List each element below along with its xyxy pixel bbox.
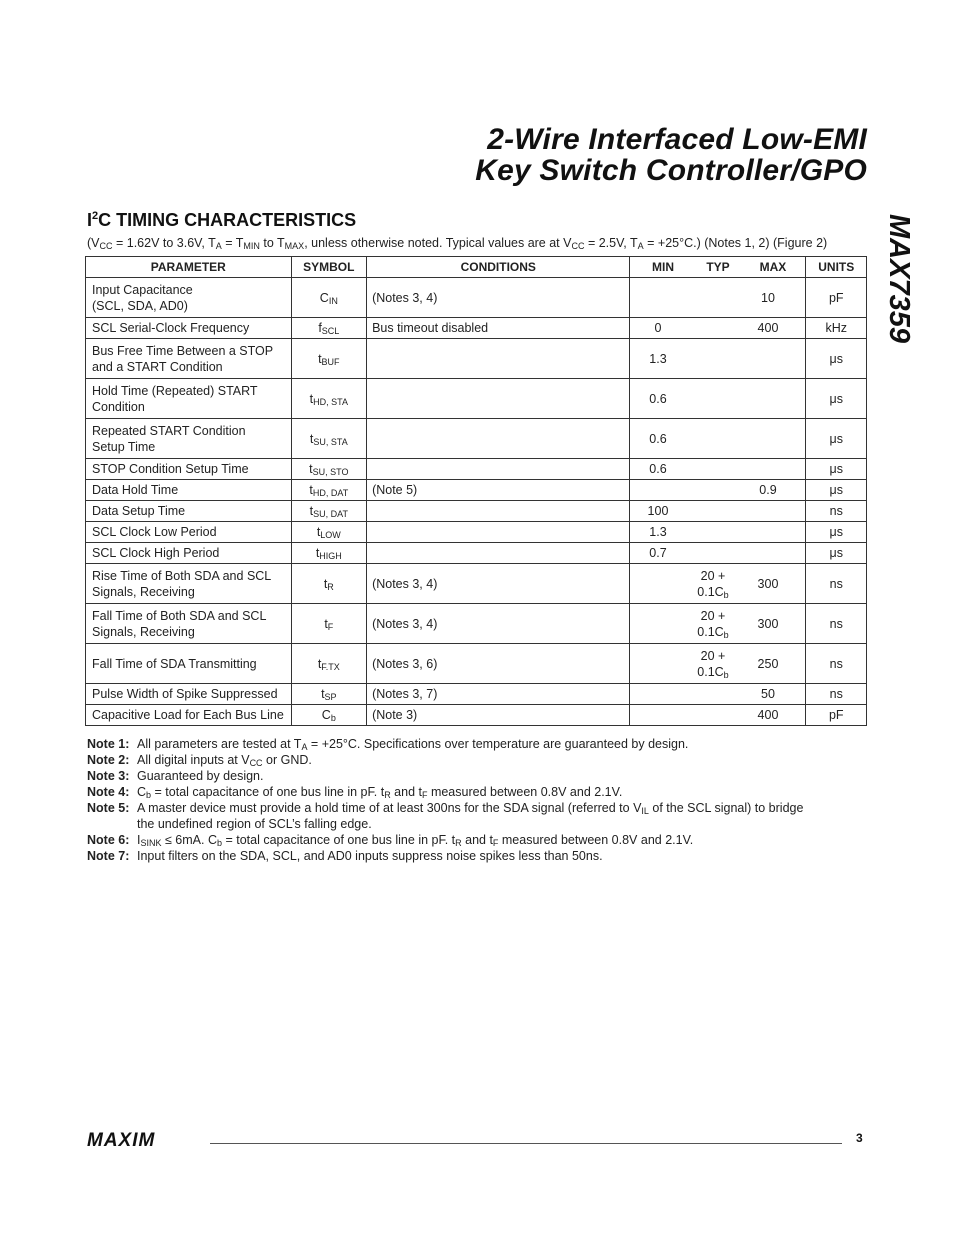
cell-values [630, 339, 806, 379]
section-heading-superscript: 2 [92, 210, 99, 222]
cell-values [630, 564, 806, 604]
symbol-base: t [309, 462, 313, 476]
symbol-subscript: SU, STO [312, 467, 349, 477]
cell-values [630, 419, 806, 459]
cell-parameter [86, 379, 292, 419]
header-parameter: PARAMETER [86, 257, 292, 278]
cell-symbol [291, 644, 367, 684]
table-header-row [86, 257, 867, 278]
note-2 [87, 752, 867, 768]
header-max: MAX [759, 260, 787, 274]
parameter-line-1: Input Capacitance [92, 282, 193, 297]
note-label: Note 4: [87, 785, 130, 799]
cell-units: ns [806, 564, 867, 604]
cell-symbol [291, 318, 367, 339]
table-row [86, 564, 867, 604]
note-6 [87, 832, 867, 848]
table-row [86, 379, 867, 419]
cell-values [630, 379, 806, 419]
cell-parameter [86, 501, 292, 522]
cell-values [630, 684, 806, 705]
cell-units: μs [806, 522, 867, 543]
symbol-base: t [316, 525, 321, 539]
side-part-number [884, 214, 914, 374]
header-values [630, 257, 806, 278]
table-row [86, 522, 867, 543]
parameter-line-1: Capacitive Load for Each Bus Line [92, 708, 284, 722]
cell-max: 300 [757, 616, 779, 631]
cell-conditions: (Notes 3, 4) [367, 564, 630, 604]
parameter-line-2: Setup Time [92, 439, 156, 454]
cell-min: 1.3 [649, 351, 667, 366]
cell-symbol [291, 278, 367, 318]
parameter-line-1: SCL Serial-Clock Frequency [92, 321, 250, 335]
table-row [86, 604, 867, 644]
table-row [86, 480, 867, 501]
cell-units: pF [806, 278, 867, 318]
cell-values [630, 522, 806, 543]
table-row [86, 339, 867, 379]
cell-symbol [291, 501, 367, 522]
note-text: All digital inputs at $V_{CC}$ or GND. [137, 753, 312, 768]
value-grid [630, 480, 805, 500]
cond-sub: CC [571, 241, 585, 251]
cell-parameter [86, 564, 292, 604]
table-row [86, 543, 867, 564]
section-heading [87, 210, 356, 231]
cell-units: μs [806, 543, 867, 564]
cond-text: = T [221, 236, 244, 250]
parameter-line-1: Repeated START Condition [92, 423, 246, 438]
symbol-subscript: HD, STA [313, 396, 348, 407]
symbol-subscript: SP [324, 692, 337, 702]
cond-text: to T [259, 236, 285, 250]
table-row [86, 705, 867, 726]
cell-symbol [291, 684, 367, 705]
cell-units: ns [806, 684, 867, 705]
cell-conditions [367, 543, 630, 564]
cell-symbol [291, 543, 367, 564]
cell-parameter [86, 480, 292, 501]
note-4 [87, 784, 867, 800]
note-label: Note 2: [87, 753, 130, 767]
cell-typ [685, 568, 740, 600]
cell-conditions: (Notes 3, 4) [367, 278, 630, 318]
value-grid [630, 604, 805, 643]
cell-symbol [291, 522, 367, 543]
cell-conditions: (Note 3) [367, 705, 630, 726]
cell-units: μs [806, 459, 867, 480]
side-part-number-text: MAX7359 [883, 214, 915, 343]
parameter-line-1: SCL Clock High Period [92, 546, 220, 560]
cell-min: 1.3 [649, 525, 667, 539]
header-typ: TYP [706, 260, 730, 274]
parameter-line-2: (SCL, SDA, AD0) [92, 298, 188, 313]
cell-parameter [86, 705, 292, 726]
cell-parameter [86, 684, 292, 705]
cell-parameter [86, 419, 292, 459]
table-row [86, 459, 867, 480]
cell-values [630, 644, 806, 684]
cond-text: = 2.5V, T [584, 236, 638, 250]
typ-subscript: b [723, 669, 729, 680]
symbol-base: t [309, 391, 314, 406]
document-title [475, 124, 867, 186]
test-conditions [87, 236, 877, 250]
cell-typ [685, 608, 740, 640]
note-3 [87, 768, 867, 784]
cell-min: 0.6 [649, 462, 667, 476]
typ-line-1: 20 + [700, 568, 726, 583]
cell-min: 0.7 [649, 546, 667, 560]
cond-sub: CC [99, 241, 113, 251]
section-heading-prefix: I [87, 210, 93, 230]
cell-parameter [86, 278, 292, 318]
cond-text: , unless otherwise noted. Typical values are at V [304, 236, 572, 250]
parameter-line-1: STOP Condition Setup Time [92, 462, 249, 476]
cell-units: ns [806, 644, 867, 684]
value-grid [630, 684, 805, 704]
cell-values [630, 480, 806, 501]
symbol-base: t [318, 351, 322, 366]
parameter-line-1: Hold Time (Repeated) START [92, 383, 258, 398]
typ-text: 0.1C [697, 584, 724, 599]
cell-symbol [291, 379, 367, 419]
symbol-base: t [317, 656, 322, 671]
parameter-line-2: Condition [92, 399, 145, 414]
title-line-1: 2-Wire Interfaced Low-EMI [487, 123, 867, 156]
note-text: A master device must provide a hold time of at least 300ns for the SDA signal (referred to $V_{IL}$ of the SCL signal) to bridge the undefined region of SCL’s falling edge. [137, 801, 804, 831]
cond-sub: MIN [243, 241, 260, 251]
cell-max: 300 [757, 576, 779, 591]
cell-min: 0.6 [649, 431, 667, 446]
typ-text: 0.1C [697, 624, 724, 639]
value-grid [630, 459, 805, 479]
cell-conditions: (Notes 3, 4) [367, 604, 630, 644]
symbol-base: t [323, 576, 328, 591]
cell-symbol [291, 705, 367, 726]
parameter-line-1: Rise Time of Both SDA and SCL [92, 568, 272, 583]
parameter-line-1: Fall Time of SDA Transmitting [92, 656, 257, 671]
cond-sub: A [215, 241, 222, 251]
cell-units: μs [806, 379, 867, 419]
parameter-line-2: Signals, Receiving [92, 584, 195, 599]
cell-values [630, 278, 806, 318]
symbol-subscript: SU, DAT [313, 509, 348, 519]
symbol-subscript: R [327, 581, 334, 592]
cond-text: (V [87, 236, 100, 250]
cell-conditions [367, 522, 630, 543]
symbol-base: t [321, 687, 325, 701]
note-label: Note 6: [87, 833, 130, 847]
parameter-line-2: and a START Condition [92, 359, 223, 374]
symbol-subscript: b [330, 713, 336, 723]
typ-line-1: 20 + [700, 648, 726, 663]
cell-min: 0 [654, 321, 662, 335]
timing-table [85, 256, 867, 726]
cell-units: μs [806, 419, 867, 459]
cell-values [630, 705, 806, 726]
note-text: $I_{SINK} \le 6mA$. $C_b$ = total capacitance of one bus line in pF. $t_R$ and $t_F$ measured between 0.8V and 2.1V. [137, 833, 694, 848]
table-row [86, 501, 867, 522]
cell-max: 0.9 [759, 483, 777, 497]
note-text: Guaranteed by design. [137, 769, 264, 783]
cell-symbol [291, 419, 367, 459]
cell-values [630, 604, 806, 644]
symbol-subscript: LOW [320, 530, 341, 540]
symbol-base: C [321, 708, 331, 722]
typ-line-2 [685, 624, 740, 640]
symbol-base: t [315, 546, 320, 560]
cell-symbol [291, 339, 367, 379]
cond-sub: A [637, 241, 644, 251]
cell-conditions [367, 379, 630, 419]
typ-line-2 [685, 584, 740, 600]
note-5 [87, 800, 867, 832]
table-row [86, 644, 867, 684]
cell-parameter [86, 459, 292, 480]
value-grid [630, 705, 805, 725]
cell-min: 100 [647, 504, 669, 518]
note-label: Note 1: [87, 737, 130, 751]
parameter-line-1: SCL Clock Low Period [92, 525, 217, 539]
note-label: Note 7: [87, 849, 130, 863]
section-heading-text: C TIMING CHARACTERISTICS [98, 210, 357, 230]
cell-conditions [367, 501, 630, 522]
cell-conditions [367, 459, 630, 480]
parameter-line-1: Data Setup Time [92, 504, 186, 518]
cell-parameter [86, 522, 292, 543]
symbol-base: t [309, 431, 314, 446]
value-grid [630, 278, 805, 317]
cell-symbol [291, 480, 367, 501]
page-number: 3 [856, 1131, 863, 1145]
note-text: $C_b$ = total capacitance of one bus line in pF. $t_R$ and $t_F$ measured between 0.8V and 2.1V. [137, 785, 623, 800]
value-grid [630, 379, 805, 418]
title-line-2: Key Switch Controller/GPO [475, 154, 867, 187]
cell-values [630, 459, 806, 480]
symbol-base: f [318, 321, 322, 335]
value-grid [630, 644, 805, 683]
symbol-subscript: IN [328, 295, 338, 306]
symbol-subscript: SCL [321, 326, 340, 336]
value-grid [630, 564, 805, 603]
value-grid [630, 522, 805, 542]
parameter-line-1: Fall Time of Both SDA and SCL [92, 608, 267, 623]
footer-divider [210, 1143, 842, 1144]
cell-symbol [291, 604, 367, 644]
cell-max: 250 [757, 656, 779, 671]
note-label: Note 3: [87, 769, 130, 783]
cell-symbol [291, 459, 367, 480]
cell-conditions: (Notes 3, 6) [367, 644, 630, 684]
value-grid [630, 501, 805, 521]
cell-conditions [367, 339, 630, 379]
maxim-logo: MAXIM [87, 1130, 156, 1151]
symbol-subscript: F [327, 621, 334, 632]
cell-parameter [86, 339, 292, 379]
symbol-base: C [319, 290, 329, 305]
cell-values [630, 318, 806, 339]
cell-conditions: Bus timeout disabled [367, 318, 630, 339]
table-row [86, 419, 867, 459]
parameter-line-2: Signals, Receiving [92, 624, 195, 639]
value-grid [630, 339, 805, 378]
symbol-subscript: SU, STA [313, 436, 348, 447]
header-units: UNITS [806, 257, 867, 278]
note-text: All parameters are tested at $T_A = +25^\circ C$. Specifications over temperature are guaranteed by design. [137, 737, 689, 752]
header-conditions: CONDITIONS [367, 257, 630, 278]
cell-units: ns [806, 604, 867, 644]
symbol-subscript: HIGH [319, 551, 342, 561]
cell-conditions: (Notes 3, 7) [367, 684, 630, 705]
value-grid [630, 543, 805, 563]
table-row [86, 318, 867, 339]
note-label: Note 5: [87, 801, 130, 815]
cell-units: pF [806, 705, 867, 726]
cell-parameter [86, 644, 292, 684]
typ-subscript: b [723, 589, 729, 600]
parameter-line-1: Bus Free Time Between a STOP [92, 343, 274, 358]
symbol-subscript: HD, DAT [312, 488, 349, 498]
table-row [86, 278, 867, 318]
cell-values [630, 501, 806, 522]
cell-units: μs [806, 339, 867, 379]
symbol-base: t [309, 483, 313, 497]
header-symbol: SYMBOL [291, 257, 367, 278]
cell-conditions [367, 419, 630, 459]
value-grid [630, 419, 805, 458]
notes-section [87, 736, 867, 864]
symbol-subscript: BUF [321, 356, 340, 367]
cell-max: 50 [761, 687, 775, 701]
symbol-base: t [324, 616, 328, 631]
cell-values [630, 543, 806, 564]
cell-units: kHz [806, 318, 867, 339]
cond-text: = 1.62V to 3.6V, T [112, 236, 216, 250]
cell-symbol [291, 564, 367, 604]
note-7 [87, 848, 867, 864]
cell-conditions: (Note 5) [367, 480, 630, 501]
symbol-base: t [309, 504, 314, 518]
note-1 [87, 736, 867, 752]
symbol-subscript: F.TX [321, 661, 340, 672]
cell-max: 400 [757, 708, 779, 722]
cell-units: ns [806, 501, 867, 522]
cell-parameter [86, 604, 292, 644]
table-row [86, 684, 867, 705]
parameter-line-1: Pulse Width of Spike Suppressed [92, 687, 278, 701]
cell-typ [685, 648, 740, 680]
cell-parameter [86, 318, 292, 339]
cell-max: 10 [761, 290, 775, 305]
typ-subscript: b [723, 629, 729, 640]
cell-parameter [86, 543, 292, 564]
cond-sub: MAX [284, 241, 305, 251]
cell-units: μs [806, 480, 867, 501]
typ-line-2 [685, 664, 740, 680]
typ-line-1: 20 + [700, 608, 726, 623]
typ-text: 0.1C [697, 664, 724, 679]
value-grid [630, 318, 805, 338]
header-min: MIN [651, 260, 674, 274]
cell-min: 0.6 [649, 391, 667, 406]
cell-max: 400 [757, 321, 779, 335]
parameter-line-1: Data Hold Time [92, 483, 179, 497]
cond-text: = +25°C.) (Notes 1, 2) (Figure 2) [643, 236, 828, 250]
note-text: Input filters on the SDA, SCL, and AD0 inputs suppress noise spikes less than 50ns. [137, 849, 603, 863]
